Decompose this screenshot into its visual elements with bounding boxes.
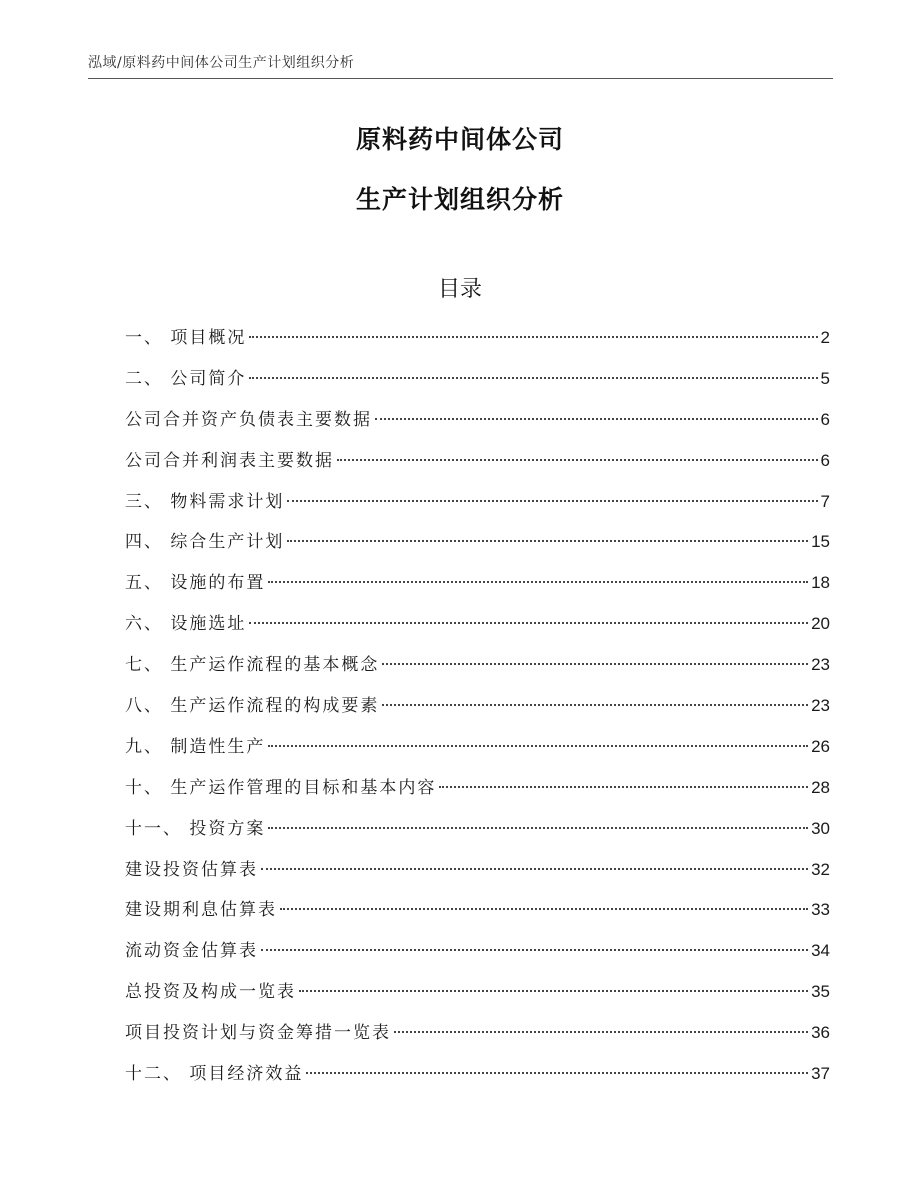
- toc-entry-label: 总投资及构成一览表: [125, 982, 296, 1003]
- toc-entry[interactable]: [125, 890, 830, 931]
- toc-dot-leader: [280, 908, 808, 910]
- toc-entry-label: 三、 物料需求计划: [125, 491, 285, 512]
- toc-dot-leader: [261, 949, 808, 951]
- toc-entry[interactable]: [125, 604, 830, 645]
- toc-dot-leader: [394, 1031, 808, 1033]
- toc-dot-leader: [306, 1072, 808, 1074]
- toc-entry-label: 四、 综合生产计划: [125, 532, 285, 553]
- toc-entry[interactable]: [125, 563, 830, 604]
- document-title-line-2: 生产计划组织分析: [355, 185, 564, 214]
- toc-entry-label: 五、 设施的布置: [125, 573, 266, 594]
- toc-entry-label: 建设投资估算表: [125, 859, 258, 880]
- toc-dot-leader: [382, 704, 808, 706]
- toc-dot-leader: [249, 336, 817, 338]
- toc-entry-page: 30: [811, 818, 830, 838]
- toc-entry-label: 项目投资计划与资金筹措一览表: [125, 1023, 391, 1044]
- toc-entry[interactable]: [125, 1054, 830, 1095]
- toc-entry-page: 6: [820, 409, 830, 429]
- toc-dot-leader: [299, 990, 808, 992]
- toc-entry[interactable]: [125, 931, 830, 972]
- toc-entry-label: 公司合并资产负债表主要数据: [125, 409, 372, 430]
- toc-entry-label: 十、 生产运作管理的目标和基本内容: [125, 777, 437, 798]
- toc-entry-label: 十一、 投资方案: [125, 818, 266, 839]
- toc-dot-leader: [287, 540, 808, 542]
- toc-entry[interactable]: [125, 522, 830, 563]
- toc-dot-leader: [268, 581, 808, 583]
- table-of-contents: [125, 318, 830, 1095]
- document-title-line-1: 原料药中间体公司: [355, 125, 564, 154]
- toc-entry-page: 23: [811, 655, 830, 675]
- toc-heading: 目录: [437, 277, 482, 302]
- toc-entry-page: 35: [811, 982, 830, 1002]
- toc-entry-page: 2: [820, 328, 830, 347]
- toc-entry-page: 15: [811, 532, 830, 552]
- toc-entry[interactable]: [125, 400, 830, 441]
- toc-entry-label: 十二、 项目经济效益: [125, 1064, 304, 1085]
- running-header: 泓域/原料药中间体公司生产计划组织分析: [88, 52, 833, 79]
- toc-entry[interactable]: [125, 727, 830, 768]
- toc-entry[interactable]: [125, 318, 830, 359]
- toc-entry[interactable]: [125, 645, 830, 686]
- toc-dot-leader: [337, 459, 818, 461]
- toc-entry-label: 七、 生产运作流程的基本概念: [125, 655, 380, 676]
- toc-dot-leader: [268, 827, 808, 829]
- toc-entry-page: 32: [811, 859, 830, 879]
- toc-entry-label: 公司合并利润表主要数据: [125, 450, 334, 471]
- toc-entry[interactable]: [125, 1013, 830, 1054]
- toc-entry-page: 23: [811, 696, 830, 716]
- toc-entry-page: 34: [811, 941, 830, 961]
- toc-entry-label: 建设期利息估算表: [125, 900, 277, 921]
- toc-dot-leader: [439, 786, 808, 788]
- toc-dot-leader: [375, 418, 818, 420]
- toc-dot-leader: [249, 377, 817, 379]
- toc-entry-page: 20: [811, 614, 830, 634]
- toc-dot-leader: [287, 500, 817, 502]
- toc-entry[interactable]: [125, 972, 830, 1013]
- toc-entry[interactable]: [125, 809, 830, 850]
- toc-entry[interactable]: [125, 686, 830, 727]
- toc-entry-label: 一、 项目概况: [125, 328, 247, 348]
- toc-entry-page: 7: [820, 491, 830, 511]
- toc-entry-page: 26: [811, 736, 830, 756]
- toc-entry-label: 二、 公司简介: [125, 368, 247, 389]
- toc-entry-page: 37: [811, 1064, 830, 1084]
- toc-dot-leader: [382, 663, 808, 665]
- toc-entry-label: 六、 设施选址: [125, 614, 247, 635]
- toc-entry-page: 36: [811, 1023, 830, 1043]
- toc-entry[interactable]: [125, 441, 830, 482]
- toc-entry[interactable]: [125, 850, 830, 891]
- toc-entry-label: 八、 生产运作流程的构成要素: [125, 696, 380, 717]
- toc-entry-page: 5: [820, 368, 830, 388]
- toc-entry[interactable]: [125, 359, 830, 400]
- toc-entry-page: 28: [811, 777, 830, 797]
- toc-dot-leader: [261, 868, 808, 870]
- toc-entry[interactable]: [125, 768, 830, 809]
- toc-entry[interactable]: [125, 482, 830, 523]
- toc-entry-page: 33: [811, 900, 830, 920]
- toc-dot-leader: [249, 622, 808, 624]
- toc-entry-label: 九、 制造性生产: [125, 736, 266, 757]
- toc-entry-page: 6: [820, 450, 830, 470]
- toc-dot-leader: [268, 745, 808, 747]
- toc-entry-page: 18: [811, 573, 830, 593]
- toc-entry-label: 流动资金估算表: [125, 941, 258, 962]
